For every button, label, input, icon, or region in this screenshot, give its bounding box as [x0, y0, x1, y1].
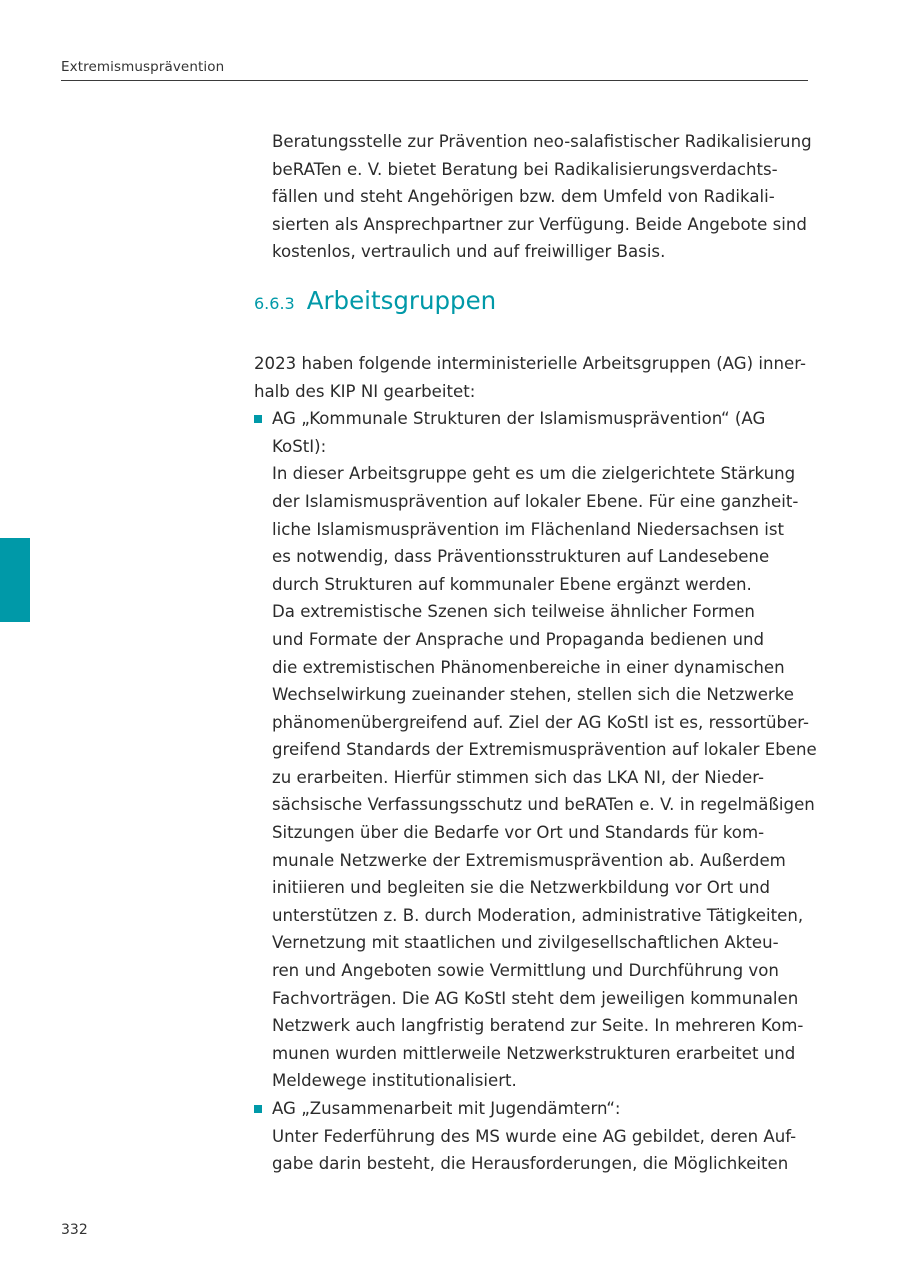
square-bullet-icon: [254, 1105, 262, 1113]
intro-line: sierten als Ansprechpartner zur Verfügung. Beide Angebote sind: [272, 214, 807, 234]
page-body: [254, 128, 817, 1178]
list-item-text: es notwendig, dass Präventionsstrukturen auf Landesebene: [272, 547, 770, 567]
lead-line: halb des KIP NI gearbeitet:: [254, 381, 476, 401]
section-title: Arbeitsgruppen: [306, 285, 497, 315]
list-item-text: initiieren und begleiten sie die Netzwerkbildung vor Ort und: [272, 878, 771, 898]
list-item-title: AG „Kommunale Strukturen der Islamismusprävention“ (AG: [272, 409, 766, 429]
list-item: [254, 405, 817, 1095]
list-item-text: phänomenübergreifend auf. Ziel der AG KoStI ist es, ressortüber-: [272, 712, 810, 732]
lead-line: 2023 haben folgende interministerielle Arbeitsgruppen (AG) inner-: [254, 353, 806, 373]
list-item-text: munale Netzwerke der Extremismusprävention ab. Außerdem: [272, 850, 786, 870]
list-item-text: Wechselwirkung zueinander stehen, stellen sich die Netzwerke: [272, 685, 794, 705]
list-item-text: gabe darin besteht, die Herausforderungen, die Möglichkeiten: [272, 1154, 789, 1174]
intro-line: kostenlos, vertraulich und auf freiwilliger Basis.: [272, 242, 666, 262]
lead-paragraph: [254, 350, 812, 405]
list-item-text: sächsische Verfassungsschutz und beRATen e. V. in regelmäßigen: [272, 795, 815, 815]
list-item-title: AG „Zusammenarbeit mit Jugendämtern“:: [272, 1099, 621, 1118]
list-item-text: Meldewege institutionalisiert.: [272, 1071, 517, 1091]
list-item-text: zu erarbeiten. Hierfür stimmen sich das LKA NI, der Nieder-: [272, 767, 764, 787]
list-item-text: Da extremistische Szenen sich teilweise ähnlicher Formen: [272, 602, 755, 622]
list-item-text: Fachvorträgen. Die AG KoStI steht dem jeweiligen kommunalen: [272, 988, 799, 1008]
list-item-text: und Formate der Ansprache und Propaganda bedienen und: [272, 629, 765, 649]
list-item-text: liche Islamismusprävention im Flächenland Niedersachsen ist: [272, 519, 785, 539]
list-item-text: unterstützen z. B. durch Moderation, administrative Tätigkeiten,: [272, 905, 804, 925]
list-item-text: der Islamismusprävention auf lokaler Ebene. Für eine ganzheit-: [272, 491, 799, 511]
intro-line: fällen und steht Angehörigen bzw. dem Umfeld von Radikali-: [272, 187, 775, 207]
section-number: 6.6.3: [254, 293, 295, 313]
list-item-text: Unter Federführung des MS wurde eine AG gebildet, deren Auf-: [272, 1126, 797, 1146]
list-item-text: die extremistischen Phänomenbereiche in einer dynamischen: [272, 657, 785, 677]
list-item-text: ren und Angeboten sowie Vermittlung und Durchführung von: [272, 961, 779, 981]
running-header: Extremismusprävention: [61, 59, 225, 75]
section-heading: [254, 287, 812, 325]
header-rule: [61, 80, 808, 81]
square-bullet-icon: [254, 415, 262, 423]
list-item-text: munen wurden mittlerweile Netzwerkstrukturen erarbeitet und: [272, 1043, 796, 1063]
intro-paragraph: [254, 128, 812, 266]
list-item-text: In dieser Arbeitsgruppe geht es um die zielgerichtete Stärkung: [272, 464, 796, 484]
list-item-text: Vernetzung mit staatlichen und zivilgesellschaftlichen Akteu-: [272, 933, 779, 953]
list-item-text: greifend Standards der Extremismusprävention auf lokaler Ebene: [272, 740, 817, 760]
page-number: 332: [61, 1222, 88, 1238]
list-item-text: Netzwerk auch langfristig beratend zur Seite. In mehreren Kom-: [272, 1016, 804, 1036]
chapter-side-tab: [0, 538, 30, 622]
list-item-text: durch Strukturen auf kommunaler Ebene ergänzt werden.: [272, 574, 752, 594]
intro-line: Beratungsstelle zur Prävention neo-salafistischer Radikalisierung: [272, 132, 812, 151]
list-item-text: Sitzungen über die Bedarfe vor Ort und Standards für kom-: [272, 823, 765, 843]
list-item: [254, 1095, 812, 1178]
list-item-title: KoStI):: [272, 436, 327, 456]
intro-line: beRATen e. V. bietet Beratung bei Radikalisierungsverdachts-: [272, 159, 778, 179]
